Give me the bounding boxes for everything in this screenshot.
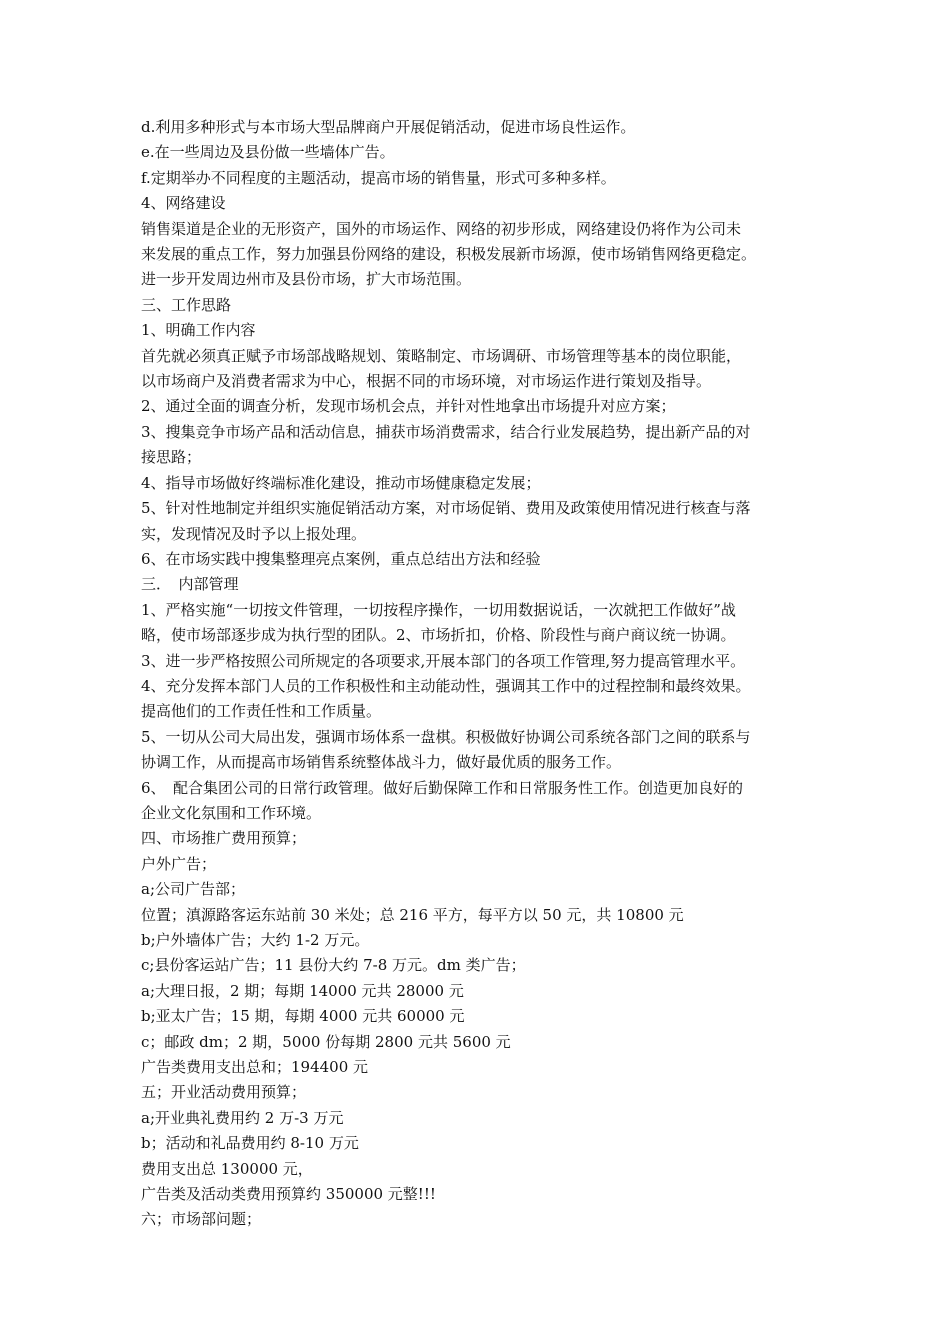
text-line: 5、针对性地制定并组织实施促销活动方案，对市场促销、费用及政策使用情况进行核查与落 xyxy=(141,499,751,518)
text-line: 销售渠道是企业的无形资产，国外的市场运作、网络的初步形成，网络建设仍将作为公司未 xyxy=(141,219,742,238)
section-heading: 4、网络建设 xyxy=(141,194,226,213)
text-line: 接思路； xyxy=(141,448,202,467)
text-line: c;县份客运站广告；11 县份大约 7-8 万元。dm 类广告； xyxy=(141,956,526,975)
text-line: 费用支出总 130000 元， xyxy=(141,1159,313,1178)
text-line: b;户外墙体广告；大约 1-2 万元。 xyxy=(141,931,370,949)
text-line: 位置；滇源路客运东站前 30 米处；总 216 平方，每平方以 50 元，共 10800 元 xyxy=(141,905,684,924)
document-body xyxy=(141,115,821,1233)
section-heading: 四、市场推广费用预算； xyxy=(141,829,307,848)
text-line: 企业文化氛围和工作环境。 xyxy=(141,803,322,822)
section-heading: 五；开业活动费用预算； xyxy=(141,1083,307,1102)
text-line: 以市场商户及消费者需求为中心，根据不同的市场环境，对市场运作进行策划及指导。 xyxy=(141,372,712,391)
text-line: d.利用多种形式与本市场大型品牌商户开展促销活动，促进市场良性运作。 xyxy=(141,118,636,136)
text-line: 4、充分发挥本部门人员的工作积极性和主动能动性，强调其工作中的过程控制和最终效果。 xyxy=(141,676,751,695)
text-line: 5、一切从公司大局出发，强调市场体系一盘棋。积极做好协调公司系统各部门之间的联系与 xyxy=(141,727,751,746)
text-line: 广告类及活动类费用预算约 350000 元整!!! xyxy=(141,1185,436,1204)
text-line: 4、指导市场做好终端标准化建设，推动市场健康稳定发展； xyxy=(141,473,541,492)
text-line: a;公司广告部； xyxy=(141,880,245,899)
text-line: 实，发现情况及时予以上报处理。 xyxy=(141,524,367,543)
text-line: a;大理日报，2 期；每期 14000 元共 28000 元 xyxy=(141,981,464,1000)
text-line: 略，使市场部逐步成为执行型的团队。2、市场折扣，价格、阶段性与商户商议统一协调。 xyxy=(141,626,736,645)
section-heading: 1、明确工作内容 xyxy=(141,321,256,340)
section-heading: 六；市场部问题； xyxy=(141,1210,262,1229)
text-line: 进一步开发周边州市及县份市场，扩大市场范围。 xyxy=(141,270,472,289)
text-line: 提高他们的工作责任性和工作质量。 xyxy=(141,702,382,721)
text-line: 1、严格实施“一切按文件管理，一切按程序操作，一切用数据说话，一次就把工作做好”战 xyxy=(141,600,736,619)
text-line: e.在一些周边及县份做一些墙体广告。 xyxy=(141,143,395,162)
text-line: 协调工作，从而提高市场销售系统整体战斗力，做好最优质的服务工作。 xyxy=(141,753,622,772)
section-heading: 三． 内部管理 xyxy=(141,575,239,594)
text-line: 首先就必须真正赋予市场部战略规划、策略制定、市场调研、市场管理等基本的岗位职能， xyxy=(141,346,742,365)
text-line: 6、在市场实践中搜集整理亮点案例，重点总结出方法和经验 xyxy=(141,549,541,568)
text-line: b;亚太广告；15 期，每期 4000 元共 60000 元 xyxy=(141,1007,465,1026)
text-line: 3、进一步严格按照公司所规定的各项要求,开展本部门的各项工作管理,努力提高管理水平。 xyxy=(141,651,746,670)
text-line: 3、搜集竞争市场产品和活动信息，捕获市场消费需求，结合行业发展趋势，提出新产品的对 xyxy=(141,422,751,441)
text-line: 6、 配合集团公司的日常行政管理。做好后勤保障工作和日常服务性工作。创造更加良好的 xyxy=(141,778,744,797)
text-line: 广告类费用支出总和；194400 元 xyxy=(141,1058,369,1077)
text-line: 户外广告； xyxy=(141,854,217,873)
section-heading: 三、工作思路 xyxy=(141,295,232,314)
text-line: b；活动和礼品费用约 8-10 万元 xyxy=(141,1134,359,1153)
text-line: f.定期举办不同程度的主题活动，提高市场的销售量，形式可多种多样。 xyxy=(141,168,616,187)
text-line: c；邮政 dm；2 期，5000 份每期 2800 元共 5600 元 xyxy=(141,1032,511,1051)
text-line: 来发展的重点工作，努力加强县份网络的建设，积极发展新市场源，使市场销售网络更稳定。 xyxy=(141,245,757,264)
text-line: a;开业典礼费用约 2 万-3 万元 xyxy=(141,1108,344,1127)
text-line: 2、通过全面的调查分析，发现市场机会点，并针对性地拿出市场提升对应方案； xyxy=(141,397,676,416)
